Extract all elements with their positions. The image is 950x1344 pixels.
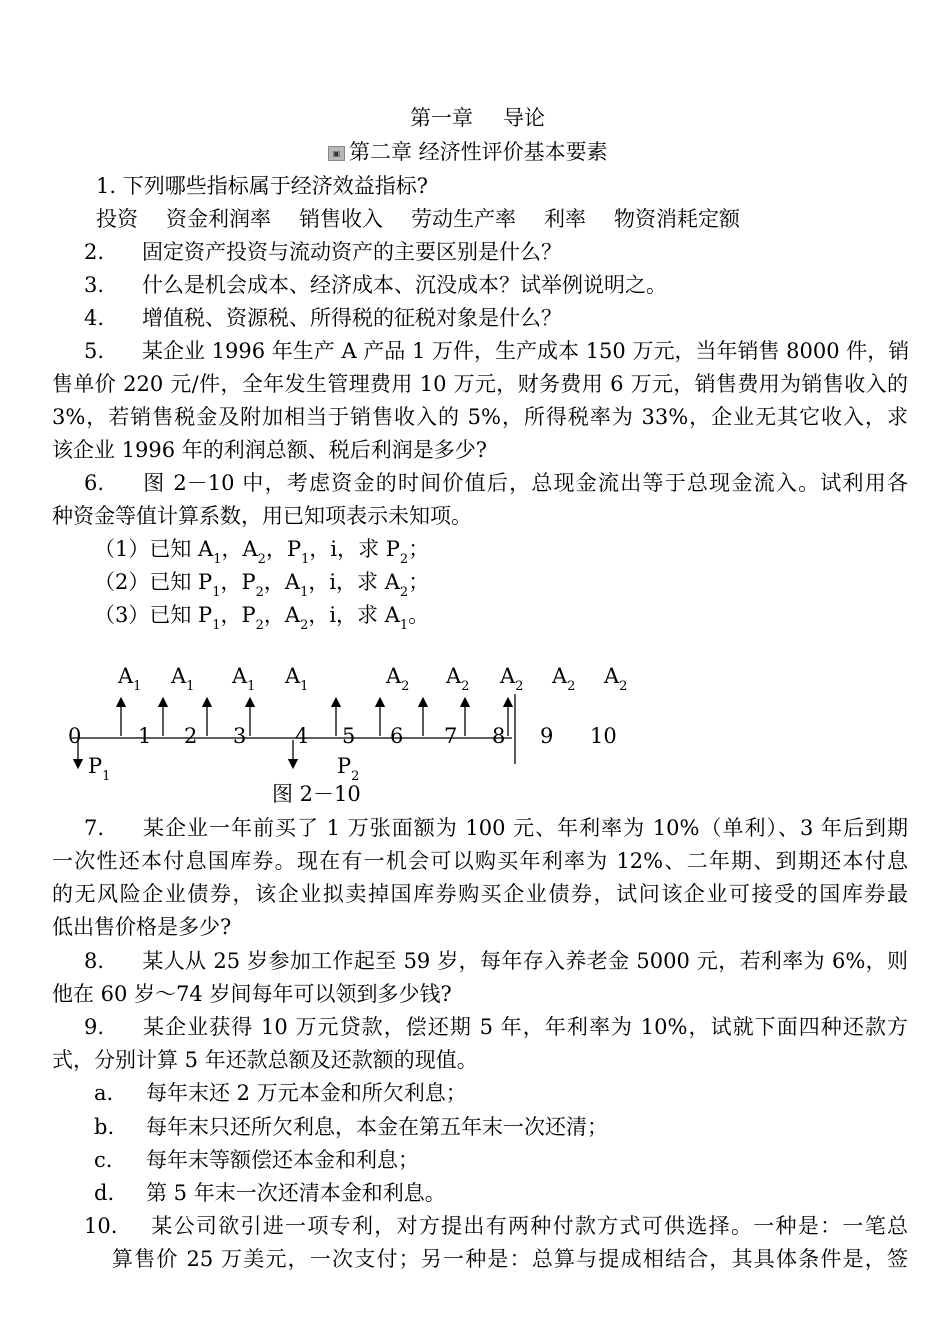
question-number: 10. [84,1214,118,1238]
period-label: 0 [68,724,82,748]
inflow-label: $A_1$ [285,664,309,694]
question-7-line-4: 低出售价格是多少? [52,915,232,939]
question-text: 图 2－10 中，考虑资金的时间价值后，总现金流出等于总现金流入。试利用各 [142,471,908,495]
question-10-line-2: 算售价 25 万美元，一次支付；另一种是：总算与提成相结合，其具体条件是，签 [112,1247,908,1271]
inflow-label: $A_1$ [171,664,195,694]
question-number: 1. [96,174,117,198]
question-5-line-3: 3%，若销售税金及附加相当于销售收入的 5%，所得税率为 33%，企业无其它收入，求 [52,405,908,429]
period-label: 7 [444,724,458,748]
question-9-line-1 [84,1011,908,1044]
option: 物资消耗定额 [614,207,740,231]
question-6-line-1 [84,467,908,500]
question-text: 某公司欲引进一项专利，对方提出有两种付款方式可供选择。一种是：一笔总 [150,1214,908,1238]
inflow-label: $A_1$ [232,664,256,694]
q6-sub-2: （2）已知 $P_1$，$P_2$，$A_1$，i，求 $A_2$； [94,570,430,600]
image-placeholder-icon: ▣ [328,146,345,161]
chapter1-heading [410,102,545,134]
question-text: 某企业一年前买了 1 万张面额为 100 元、年利率为 10%（单利）、3 年后到期 [142,816,908,840]
period-label: 8 [492,724,506,748]
option: 劳动生产率 [411,207,516,231]
period-label: 5 [342,724,356,748]
chapter2-title: 第二章 经济性评价基本要素 [349,140,608,164]
question-number: 9. [84,1015,105,1039]
outflow-label: $P_2$ [337,754,360,784]
inflow-label: $A_1$ [118,664,142,694]
question-5-line-4: 该企业 1996 年的利润总额、税后利润是多少? [52,438,488,462]
question-number: 2. [84,240,105,264]
inflow-label: $A_2$ [386,664,410,694]
period-label: 10 [590,724,617,748]
question-number: 7. [84,816,105,840]
period-label: 3 [233,724,247,748]
option: 资金利润率 [166,207,271,231]
inflow-label: $A_2$ [604,664,628,694]
q9-item-b: b. 每年末只还所欠利息，本金在第五年末一次还清； [94,1115,608,1139]
question-number: 4. [84,306,105,330]
figure-caption: 图 2－10 [272,782,361,806]
question-text: 固定资产投资与流动资产的主要区别是什么？ [142,240,562,264]
question-1 [96,170,428,202]
question-text: 某人从 25 岁参加工作起至 59 岁，每年存入养老金 5000 元，若利率为 6%，则 [142,949,908,973]
inflow-label: $A_2$ [552,664,576,694]
question-number: 6. [84,471,105,495]
period-label: 6 [390,724,404,748]
option: 利率 [544,207,586,231]
outflow-label: $P_1$ [88,754,111,784]
option: 销售收入 [299,207,383,231]
question-text: 增值税、资源税、所得税的征税对象是什么？ [142,306,562,330]
chapter1-label: 第一章 [410,106,473,130]
cash-flow-diagram [0,650,950,810]
inflow-label: $A_2$ [446,664,470,694]
question-6-line-2: 种资金等值计算系数，用已知项表示未知项。 [52,504,472,528]
option: 投资 [96,207,138,231]
question-text: 下列哪些指标属于经济效益指标? [122,174,428,198]
question-text: 什么是机会成本、经济成本、沉没成本？试举例说明之。 [142,273,667,297]
q6-sub-3: （3）已知 $P_1$，$P_2$，$A_2$，i，求 $A_1$。 [94,603,430,633]
question-4 [84,302,562,334]
q6-sub-1: （1）已知 $A_1$，$A_2$，$P_1$，i，求 $P_2$； [94,537,430,567]
question-7-line-1 [84,812,908,845]
q9-item-a: a. 每年末还 2 万元本金和所欠利息； [94,1081,467,1105]
chapter2-heading [328,136,608,168]
period-label: 4 [295,724,309,748]
period-label: 9 [540,724,554,748]
chapter1-title: 导论 [503,106,545,130]
inflow-label: $A_2$ [500,664,524,694]
question-7-line-2: 一次性还本付息国库券。现在有一机会可以购买年利率为 12%、二年期、到期还本付息 [52,849,908,873]
question-3 [84,269,667,301]
question-2 [84,236,562,268]
period-label: 2 [184,724,198,748]
question-number: 3. [84,273,105,297]
question-text: 某企业 1996 年生产 A 产品 1 万件，生产成本 150 万元，当年销售 8000 件，销 [142,339,910,363]
period-label: 1 [138,724,152,748]
q9-item-c: c. 每年末等额偿还本金和利息； [94,1148,419,1172]
question-5-line-2: 售单价 220 元/件，全年发生管理费用 10 万元，财务费用 6 万元，销售费用为销售收入的 [52,372,908,396]
question-8-line-2: 他在 60 岁～74 岁间每年可以领到多少钱? [52,982,452,1006]
q1-options [96,203,740,235]
question-number: 5. [84,339,105,363]
question-number: 8. [84,949,105,973]
question-9-line-2: 式，分别计算 5 年还款总额及还款额的现值。 [52,1048,478,1072]
question-10-line-1 [84,1210,908,1243]
question-8-line-1 [84,945,908,978]
q9-item-d: d. 第 5 年末一次还清本金和利息。 [94,1181,446,1205]
question-text: 某企业获得 10 万元贷款，偿还期 5 年，年利率为 10%，试就下面四种还款方 [142,1015,908,1039]
question-7-line-3: 的无风险企业债券，该企业拟卖掉国库券购买企业债券，试问该企业可接受的国库券最 [52,882,908,906]
question-5-line-1 [84,335,908,368]
